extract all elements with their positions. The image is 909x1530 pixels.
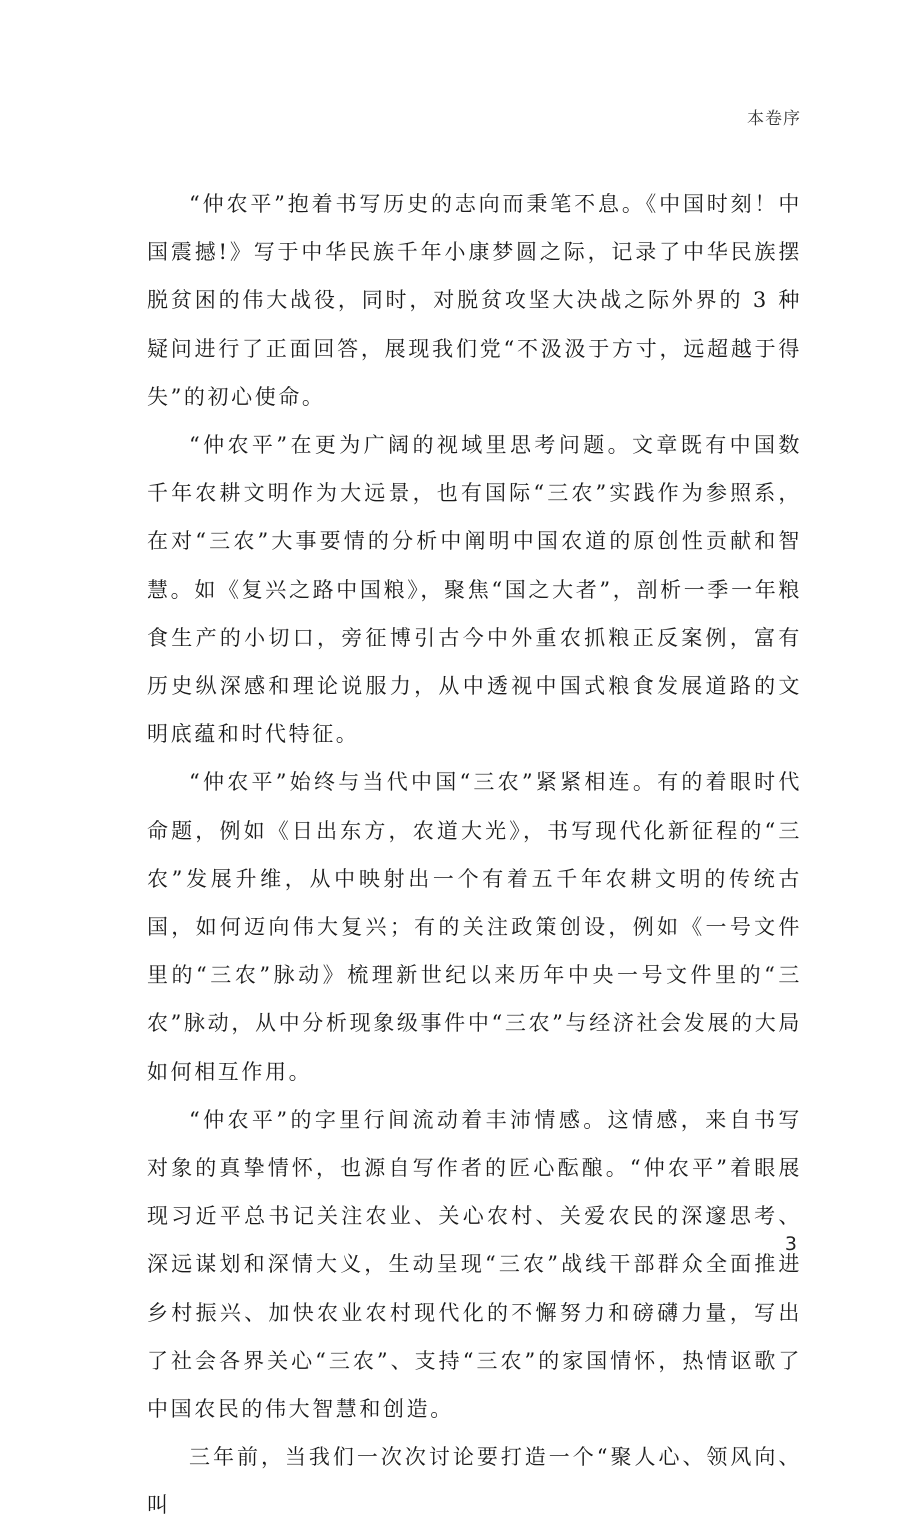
paragraph-3: “仲农平”始终与当代中国“三农”紧紧相连。有的着眼时代命题，例如《日出东方，农道大光》，书写现代化新征程的“三农”发展升维，从中映射出一个有着五千年农耕文明的传统古国，如何迈向伟大复兴；有的关注政策创设，例如《一号文件里的“三农”脉动》梳理新世纪以来历年中央一号文件里的“三农”脉动，从中分析现象级事件中“三农”与经济社会发展的大局如何相互作用。	[147, 770, 802, 1084]
paragraph-5: 三年前，当我们一次次讨论要打造一个“聚人心、领风向、叫	[147, 1445, 802, 1518]
paragraph-2: “仲农平”在更为广阔的视域里思考问题。文章既有中国数千年农耕文明作为大远景，也有国际“三农”实践作为参照系，在对“三农”大事要情的分析中阐明中国农道的原创性贡献和智慧。如《复兴之路中国粮》，聚焦“国之大者”，剖析一季一年粮食生产的小切口，旁征博引古今中外重农抓粮正反案例，富有历史纵深感和理论说服力，从中透视中国式粮食发展道路的文明底蕴和时代特征。	[147, 433, 802, 747]
paragraph-1: “仲农平”抱着书写历史的志向而秉笔不息。《中国时刻！中国震撼!》写于中华民族千年小康梦圆之际，记录了中华民族摆脱贫困的伟大战役，同时，对脱贫攻坚大决战之际外界的 3 种疑问进行了正面回答，展现我们党“不汲汲于方寸，远超越于得失”的初心使命。	[147, 192, 802, 409]
paragraph-4: “仲农平”的字里行间流动着丰沛情感。这情感，来自书写对象的真挚情怀，也源自写作者的匠心酝酿。“仲农平”着眼展现习近平总书记关注农业、关心农村、关爱农民的深邃思考、深远谋划和深情大义，生动呈现“三农”战线干部群众全面推进乡村振兴、加快农业农村现代化的不懈努力和磅礴力量，写出了社会各界关心“三农”、支持“三农”的家国情怀，热情讴歌了中国农民的伟大智慧和创造。	[147, 1107, 802, 1422]
running-header: 本卷序	[747, 109, 801, 129]
body-text	[147, 180, 802, 1530]
page-number: 3	[784, 1233, 797, 1255]
